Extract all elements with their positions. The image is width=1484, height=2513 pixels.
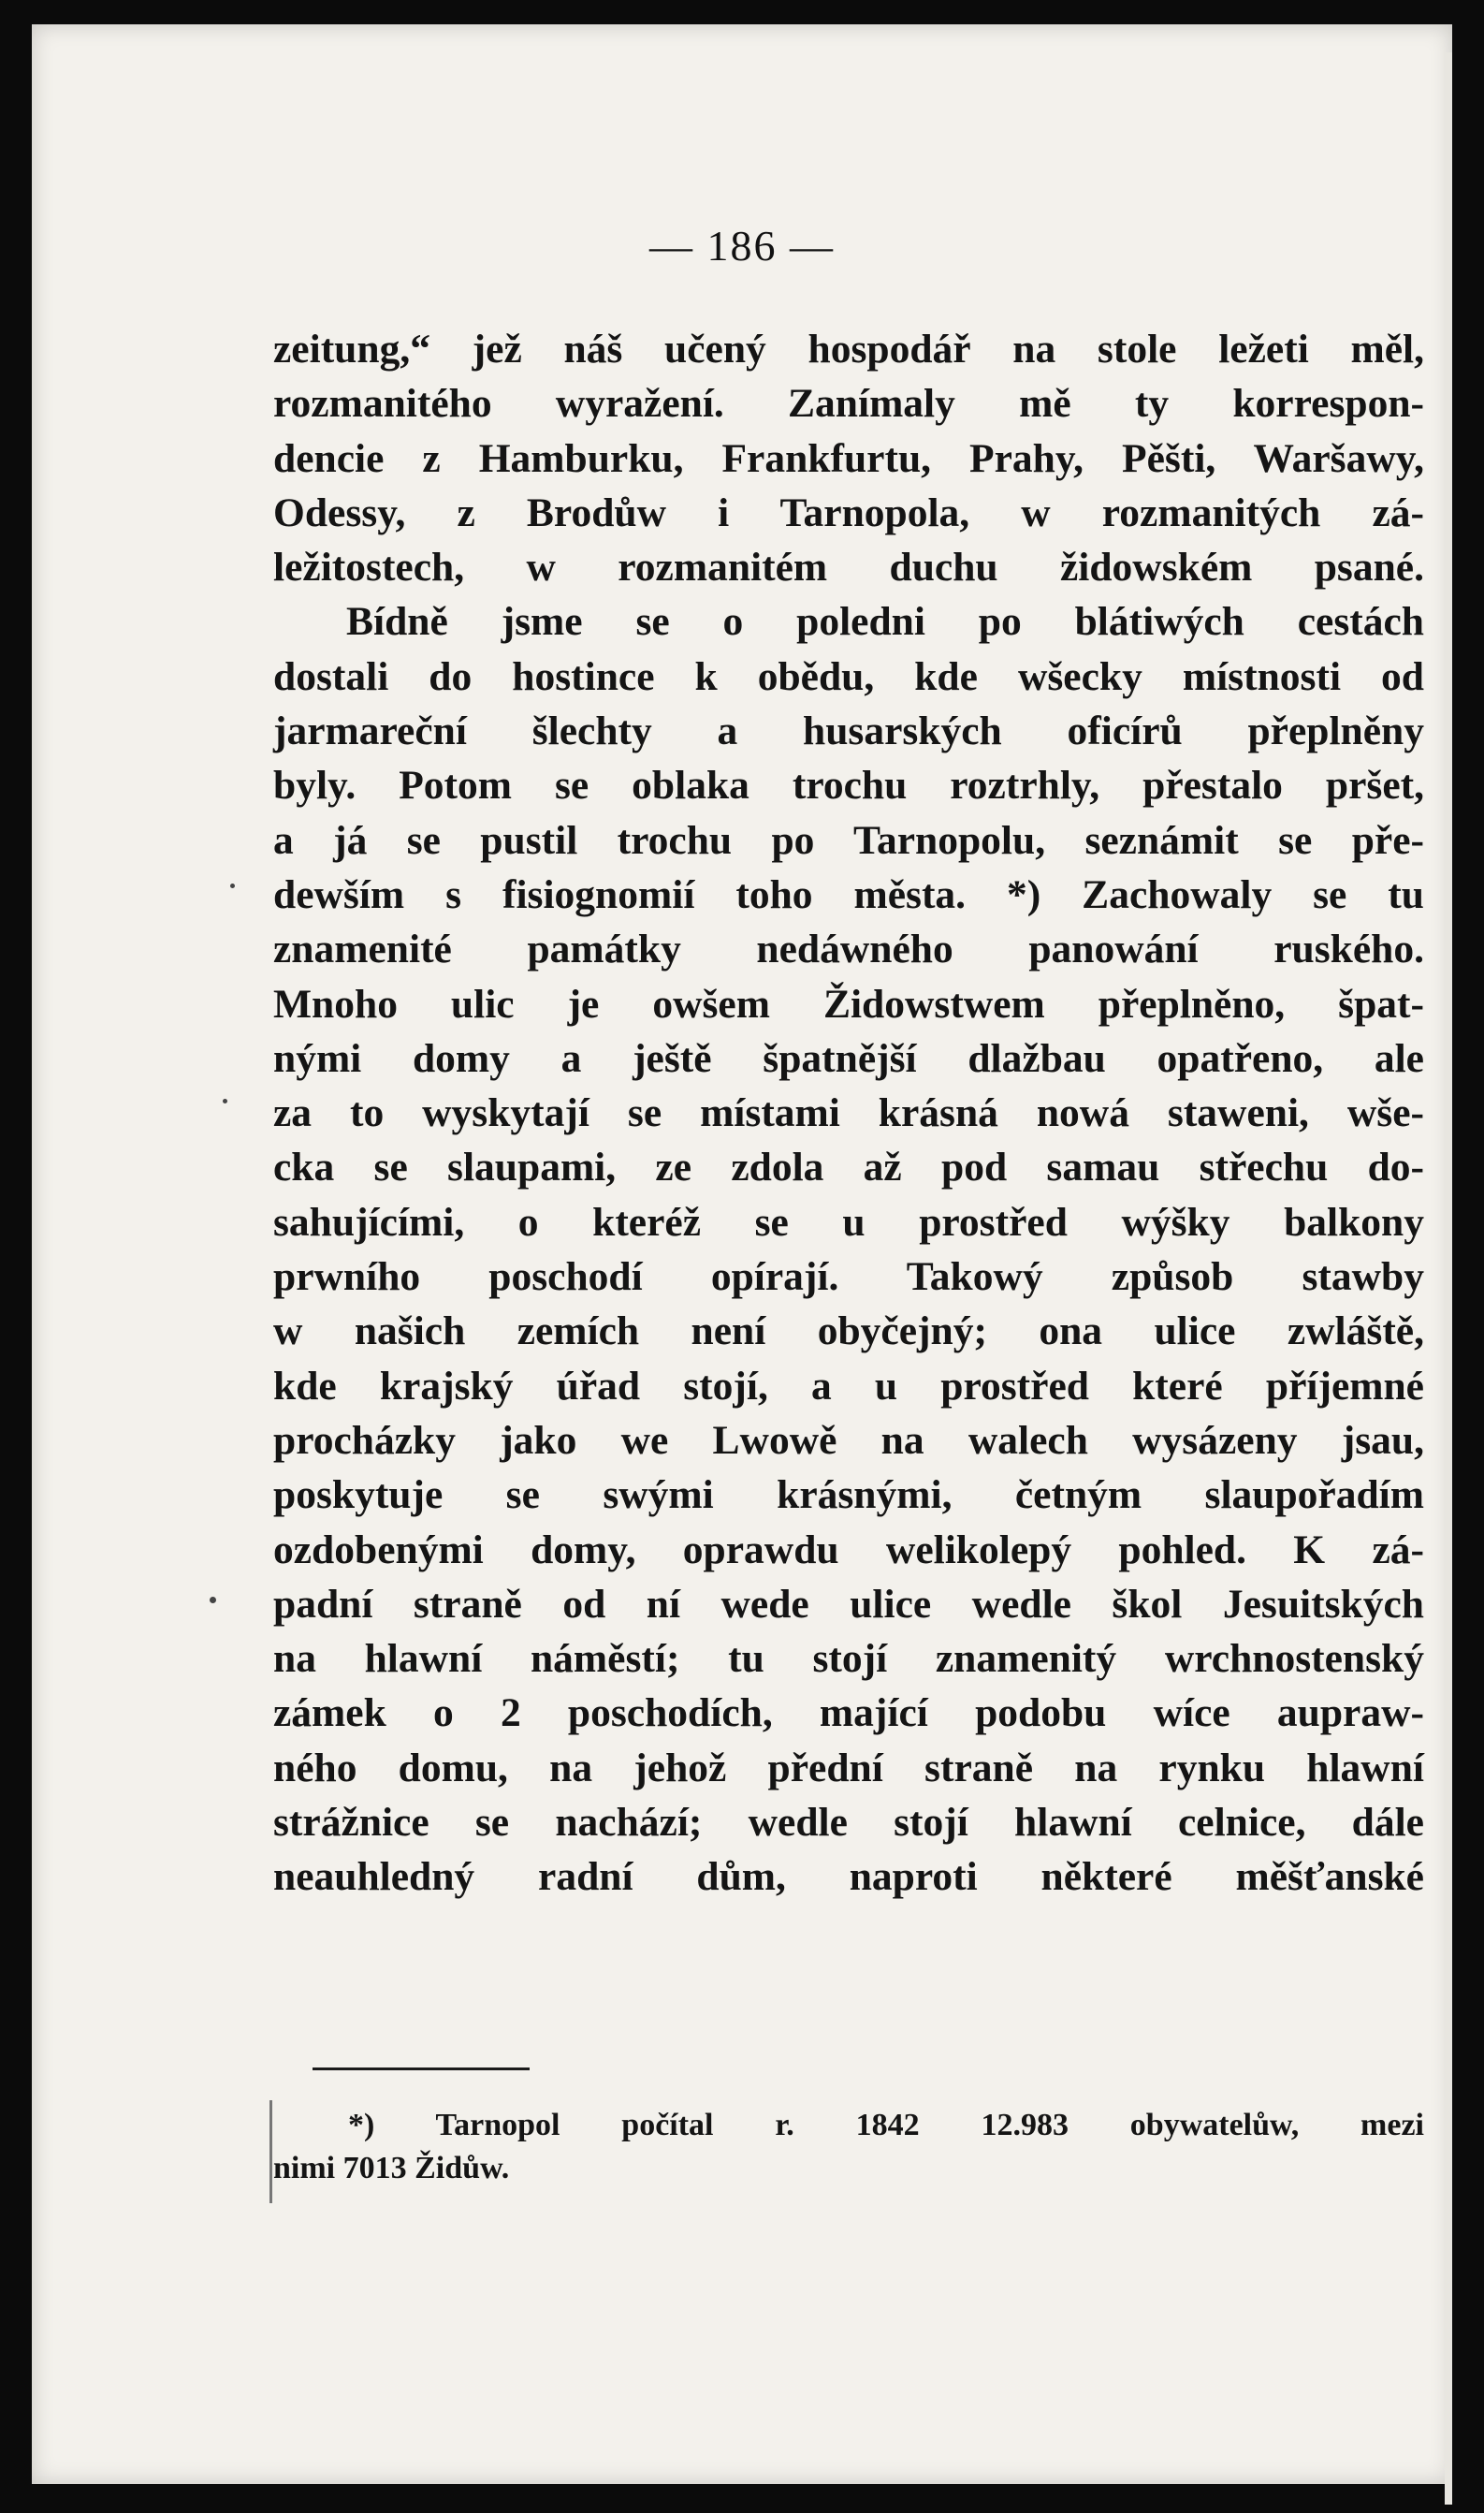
text-line: na hlawní náměstí; tu stojí znamenitý wrchnostenský bbox=[273, 1636, 1424, 1682]
text-line: prwního poschodí opírají. Takowý způsob stawby bbox=[273, 1254, 1424, 1300]
page-number: — 186 — bbox=[649, 222, 835, 270]
ink-speck bbox=[223, 1099, 227, 1103]
footnote-line: nimi 7013 Židůw. bbox=[273, 2151, 510, 2185]
footnote bbox=[273, 2104, 1424, 2190]
text-line: a já se pustil trochu po Tarnopolu, seznámit se pře- bbox=[273, 817, 1424, 863]
page-edge bbox=[1445, 52, 1452, 2505]
text-line: jarmareční šlechty a husarských oficírů přeplněny bbox=[273, 709, 1424, 754]
book-page bbox=[32, 24, 1452, 2484]
text-line: Mnoho ulic je owšem Židowstwem přeplněno, špat- bbox=[273, 981, 1424, 1027]
text-line: padní straně od ní wede ulice wedle škol Jesuitských bbox=[273, 1581, 1424, 1627]
paragraph-start-line: Bídně jsme se o poledni po blátiwých cestách bbox=[346, 599, 1424, 645]
text-line: neauhledný radní dům, naproti některé měšťanské bbox=[273, 1854, 1424, 1900]
ink-speck bbox=[230, 884, 235, 888]
text-line: ležitostech, w rozmanitém duchu židowském psané. bbox=[273, 545, 1424, 591]
text-line: za to wyskytají se místami krásná nowá staweni, wše- bbox=[273, 1090, 1424, 1136]
body-text bbox=[273, 322, 1424, 1905]
text-line: ozdobenými domy, oprawdu welikolepý pohled. K zá- bbox=[273, 1527, 1424, 1572]
text-line: sahujícími, o kteréž se u prostřed wýšky balkony bbox=[273, 1199, 1424, 1245]
text-line: procházky jako we Lwowě na walech wysázeny jsau, bbox=[273, 1417, 1424, 1463]
footnote-line: *) Tarnopol počítal r. 1842 12.983 obywatelůw, mezi bbox=[348, 2108, 1424, 2142]
text-line: nými domy a ještě špatnější dlažbau opatřeno, ale bbox=[273, 1035, 1424, 1081]
text-line: poskytuje se swými krásnými, četným slaupořadím bbox=[273, 1472, 1424, 1518]
margin-mark bbox=[269, 2100, 272, 2203]
text-line: w našich zemích není obyčejný; ona ulice zwláště, bbox=[273, 1308, 1424, 1354]
text-line: Odessy, z Brodůw i Tarnopola, w rozmanitých zá- bbox=[273, 489, 1424, 535]
ink-speck bbox=[210, 1597, 216, 1603]
text-line: zeitung,“ jež náš učený hospodář na stole ležeti měl, bbox=[273, 327, 1424, 372]
text-line: znamenité památky nedáwného panowání ruského. bbox=[273, 927, 1424, 972]
text-line: dencie z Hamburku, Frankfurtu, Prahy, Pěšti, Waršawy, bbox=[273, 435, 1424, 481]
text-line: dewším s fisiognomií toho města. *) Zachowaly se tu bbox=[273, 871, 1424, 917]
text-line: ného domu, na jehož přední straně na rynku hlawní bbox=[273, 1745, 1424, 1790]
text-line: dostali do hostince k obědu, kde wšecky místnosti od bbox=[273, 653, 1424, 699]
text-line: strážnice se nachází; wedle stojí hlawní celnice, dále bbox=[273, 1800, 1424, 1846]
text-line: cka se slaupami, ze zdola až pod samau střechu do- bbox=[273, 1145, 1424, 1191]
text-line: byly. Potom se oblaka trochu roztrhly, přestalo pršet, bbox=[273, 763, 1424, 809]
text-line: kde krajský úřad stojí, a u prostřed které příjemné bbox=[273, 1363, 1424, 1409]
text-line: rozmanitého wyražení. Zanímaly mě ty korrespon- bbox=[273, 381, 1424, 427]
text-line: zámek o 2 poschodích, mající podobu wíce aupraw- bbox=[273, 1690, 1424, 1736]
footnote-separator bbox=[313, 2067, 530, 2070]
